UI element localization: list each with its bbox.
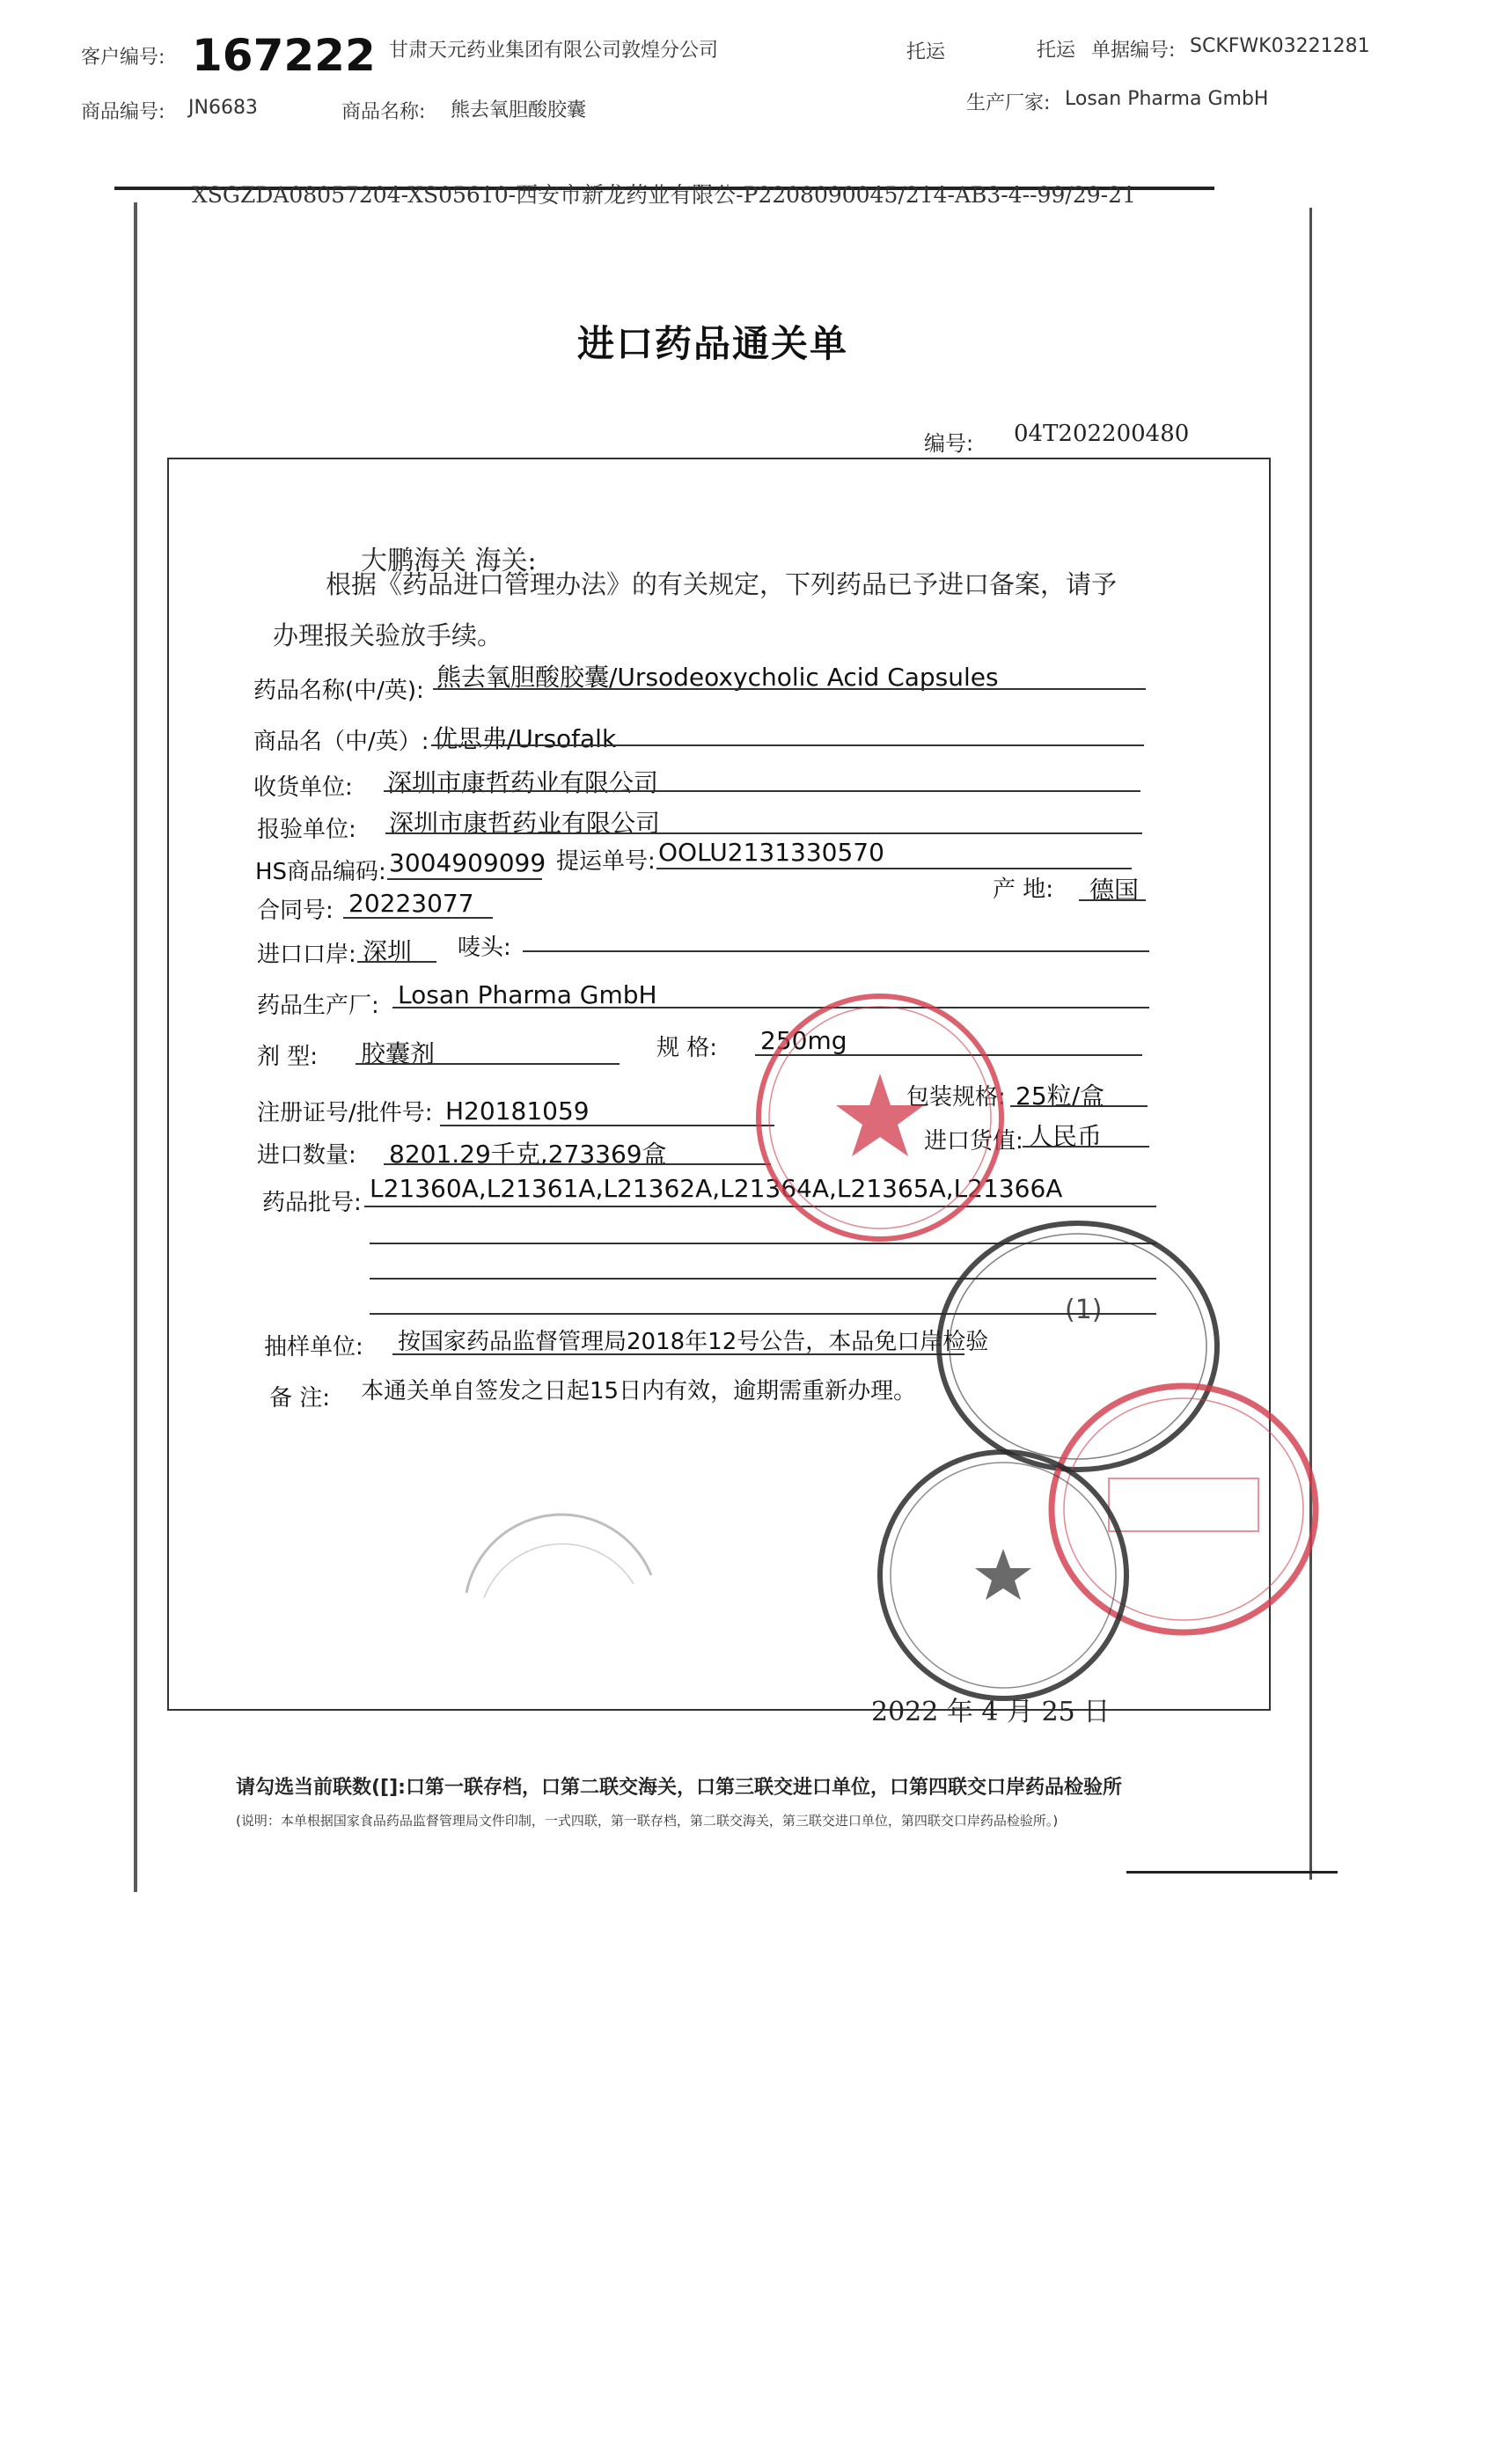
intro-line-1: 根据《药品进口管理办法》的有关规定，下列药品已予进口备案，请予 bbox=[326, 569, 1118, 599]
customer-no-label: 客户编号: bbox=[81, 47, 165, 69]
form-note: (说明：本单根据国家食品药品监督管理局文件印制，一式四联，第一联存档，第二联交海关，第三联交进口单位，第四联交口岸药品检验所。) bbox=[236, 1813, 1059, 1829]
dosage: 胶囊剂 bbox=[361, 1039, 436, 1068]
quantity-underline bbox=[384, 1163, 771, 1165]
bill-no-label: 提运单号: bbox=[556, 848, 656, 875]
customer-no: 167222 bbox=[192, 30, 376, 81]
product-code-label: 商品编号: bbox=[81, 101, 165, 123]
market-supervision-seal bbox=[862, 1443, 1144, 1707]
trade-name-label: 商品名（中/英）: bbox=[253, 729, 429, 755]
hs-code: 3004909099 bbox=[389, 848, 546, 877]
manufacturer-label: 生产厂家: bbox=[966, 92, 1051, 114]
pack-label: 包装规格: bbox=[906, 1084, 1006, 1111]
spec-label: 规 格: bbox=[656, 1035, 718, 1061]
bill-no: OOLU2131330570 bbox=[658, 838, 884, 867]
reg-no-underline bbox=[440, 1125, 774, 1126]
inspection-unit-label: 报验单位: bbox=[257, 817, 356, 843]
consignee-label: 收货单位: bbox=[253, 774, 353, 801]
document-title: 进口药品通关单 bbox=[577, 322, 849, 365]
bill-no-underline bbox=[656, 868, 1132, 869]
consignee: 深圳市康哲药业有限公司 bbox=[387, 768, 659, 797]
dosage-label: 剂 型: bbox=[257, 1044, 319, 1070]
maker: Losan Pharma GmbH bbox=[398, 980, 657, 1009]
doc-no: SCKFWK03221281 bbox=[1190, 35, 1370, 57]
drug-name: 熊去氧胆酸胶囊/Ursodeoxycholic Acid Capsules bbox=[436, 663, 999, 692]
port-label: 进口口岸: bbox=[257, 942, 356, 968]
origin-label: 产 地: bbox=[993, 876, 1054, 903]
currency: 人民币 bbox=[1028, 1122, 1103, 1151]
scan-line-bottom bbox=[1126, 1871, 1338, 1874]
remark-label: 备 注: bbox=[269, 1385, 331, 1412]
spec: 250mg bbox=[760, 1026, 847, 1055]
company-name: 甘肃天元药业集团有限公司敦煌分公司 bbox=[389, 40, 719, 62]
document-number-label: 编号: bbox=[924, 431, 974, 456]
trade-name: 优思弗/Ursofalk bbox=[433, 724, 617, 753]
drug-name-underline bbox=[433, 688, 1146, 690]
reg-no-label: 注册证号/批件号: bbox=[257, 1100, 433, 1126]
product-name: 熊去氧胆酸胶囊 bbox=[451, 99, 587, 121]
pack: 25粒/盒 bbox=[1016, 1082, 1105, 1111]
intro-line-2: 办理报关验放手续。 bbox=[273, 620, 503, 650]
reference-line: XSGZDA08057204-XS05610-西安市新龙药业有限公-P2208090045/214-AB3-4--99/29-21 bbox=[192, 182, 1136, 208]
currency-underline bbox=[1023, 1146, 1149, 1148]
batch: L21360A,L21361A,L21362A,L21364A,L21365A,L21366A bbox=[370, 1174, 1063, 1203]
dock-underline bbox=[523, 950, 1149, 952]
hs-code-underline bbox=[387, 878, 542, 880]
hs-code-label: HS商品编码: bbox=[255, 859, 386, 885]
inspection-unit-underline bbox=[385, 832, 1142, 834]
quantity-label: 进口数量: bbox=[257, 1142, 356, 1169]
sampling-underline bbox=[392, 1353, 964, 1355]
product-code: JN6683 bbox=[188, 97, 258, 119]
contract: 20223077 bbox=[348, 889, 474, 918]
issue-date: 2022 年 4 月 25 日 bbox=[871, 1697, 1111, 1727]
drug-name-label: 药品名称(中/英): bbox=[253, 678, 424, 704]
origin: 德国 bbox=[1089, 876, 1140, 905]
batch-label: 药品批号: bbox=[262, 1190, 362, 1216]
doc-no-label: 单据编号: bbox=[1091, 40, 1176, 62]
consignee-underline bbox=[384, 790, 1140, 792]
manufacturer: Losan Pharma GmbH bbox=[1065, 88, 1269, 110]
inspection-unit: 深圳市康哲药业有限公司 bbox=[389, 809, 661, 838]
shipping-label-1: 托运 bbox=[906, 41, 946, 63]
red-company-seal bbox=[748, 986, 1012, 1250]
reg-no: H20181059 bbox=[445, 1096, 590, 1126]
port-underline bbox=[357, 961, 436, 963]
dock-label: 唛头: bbox=[458, 935, 511, 961]
document-number: 04T202200480 bbox=[1014, 421, 1190, 447]
pack-underline bbox=[1010, 1105, 1148, 1107]
faint-seal-stamp bbox=[449, 1443, 660, 1610]
origin-underline bbox=[1079, 899, 1146, 901]
shipping-label-2: 托运 bbox=[1037, 40, 1076, 62]
contract-label: 合同号: bbox=[257, 898, 334, 924]
copies-selection: 请勾选当前联数([]:口第一联存档，口第二联交海关，口第三联交进口单位，口第四联交口岸药品检验所 bbox=[236, 1777, 1122, 1799]
product-name-label: 商品名称: bbox=[341, 101, 426, 123]
svg-text:(1): (1) bbox=[1065, 1294, 1103, 1325]
trade-name-underline bbox=[431, 744, 1144, 746]
addressee: 大鹏海关 海关: bbox=[361, 546, 537, 576]
contract-underline bbox=[343, 917, 493, 919]
scan-line-left bbox=[134, 202, 137, 1892]
sampling: 按国家药品监督管理局2018年12号公告，本品免口岸检验 bbox=[398, 1329, 989, 1355]
currency-label: 进口货值: bbox=[924, 1128, 1023, 1155]
maker-label: 药品生产厂: bbox=[257, 993, 379, 1019]
remark: 本通关单自签发之日起15日内有效，逾期需重新办理。 bbox=[361, 1378, 917, 1404]
dosage-underline bbox=[356, 1063, 620, 1065]
port: 深圳 bbox=[363, 937, 413, 966]
sampling-label: 抽样单位: bbox=[264, 1334, 363, 1360]
quantity: 8201.29千克,273369盒 bbox=[389, 1140, 667, 1169]
